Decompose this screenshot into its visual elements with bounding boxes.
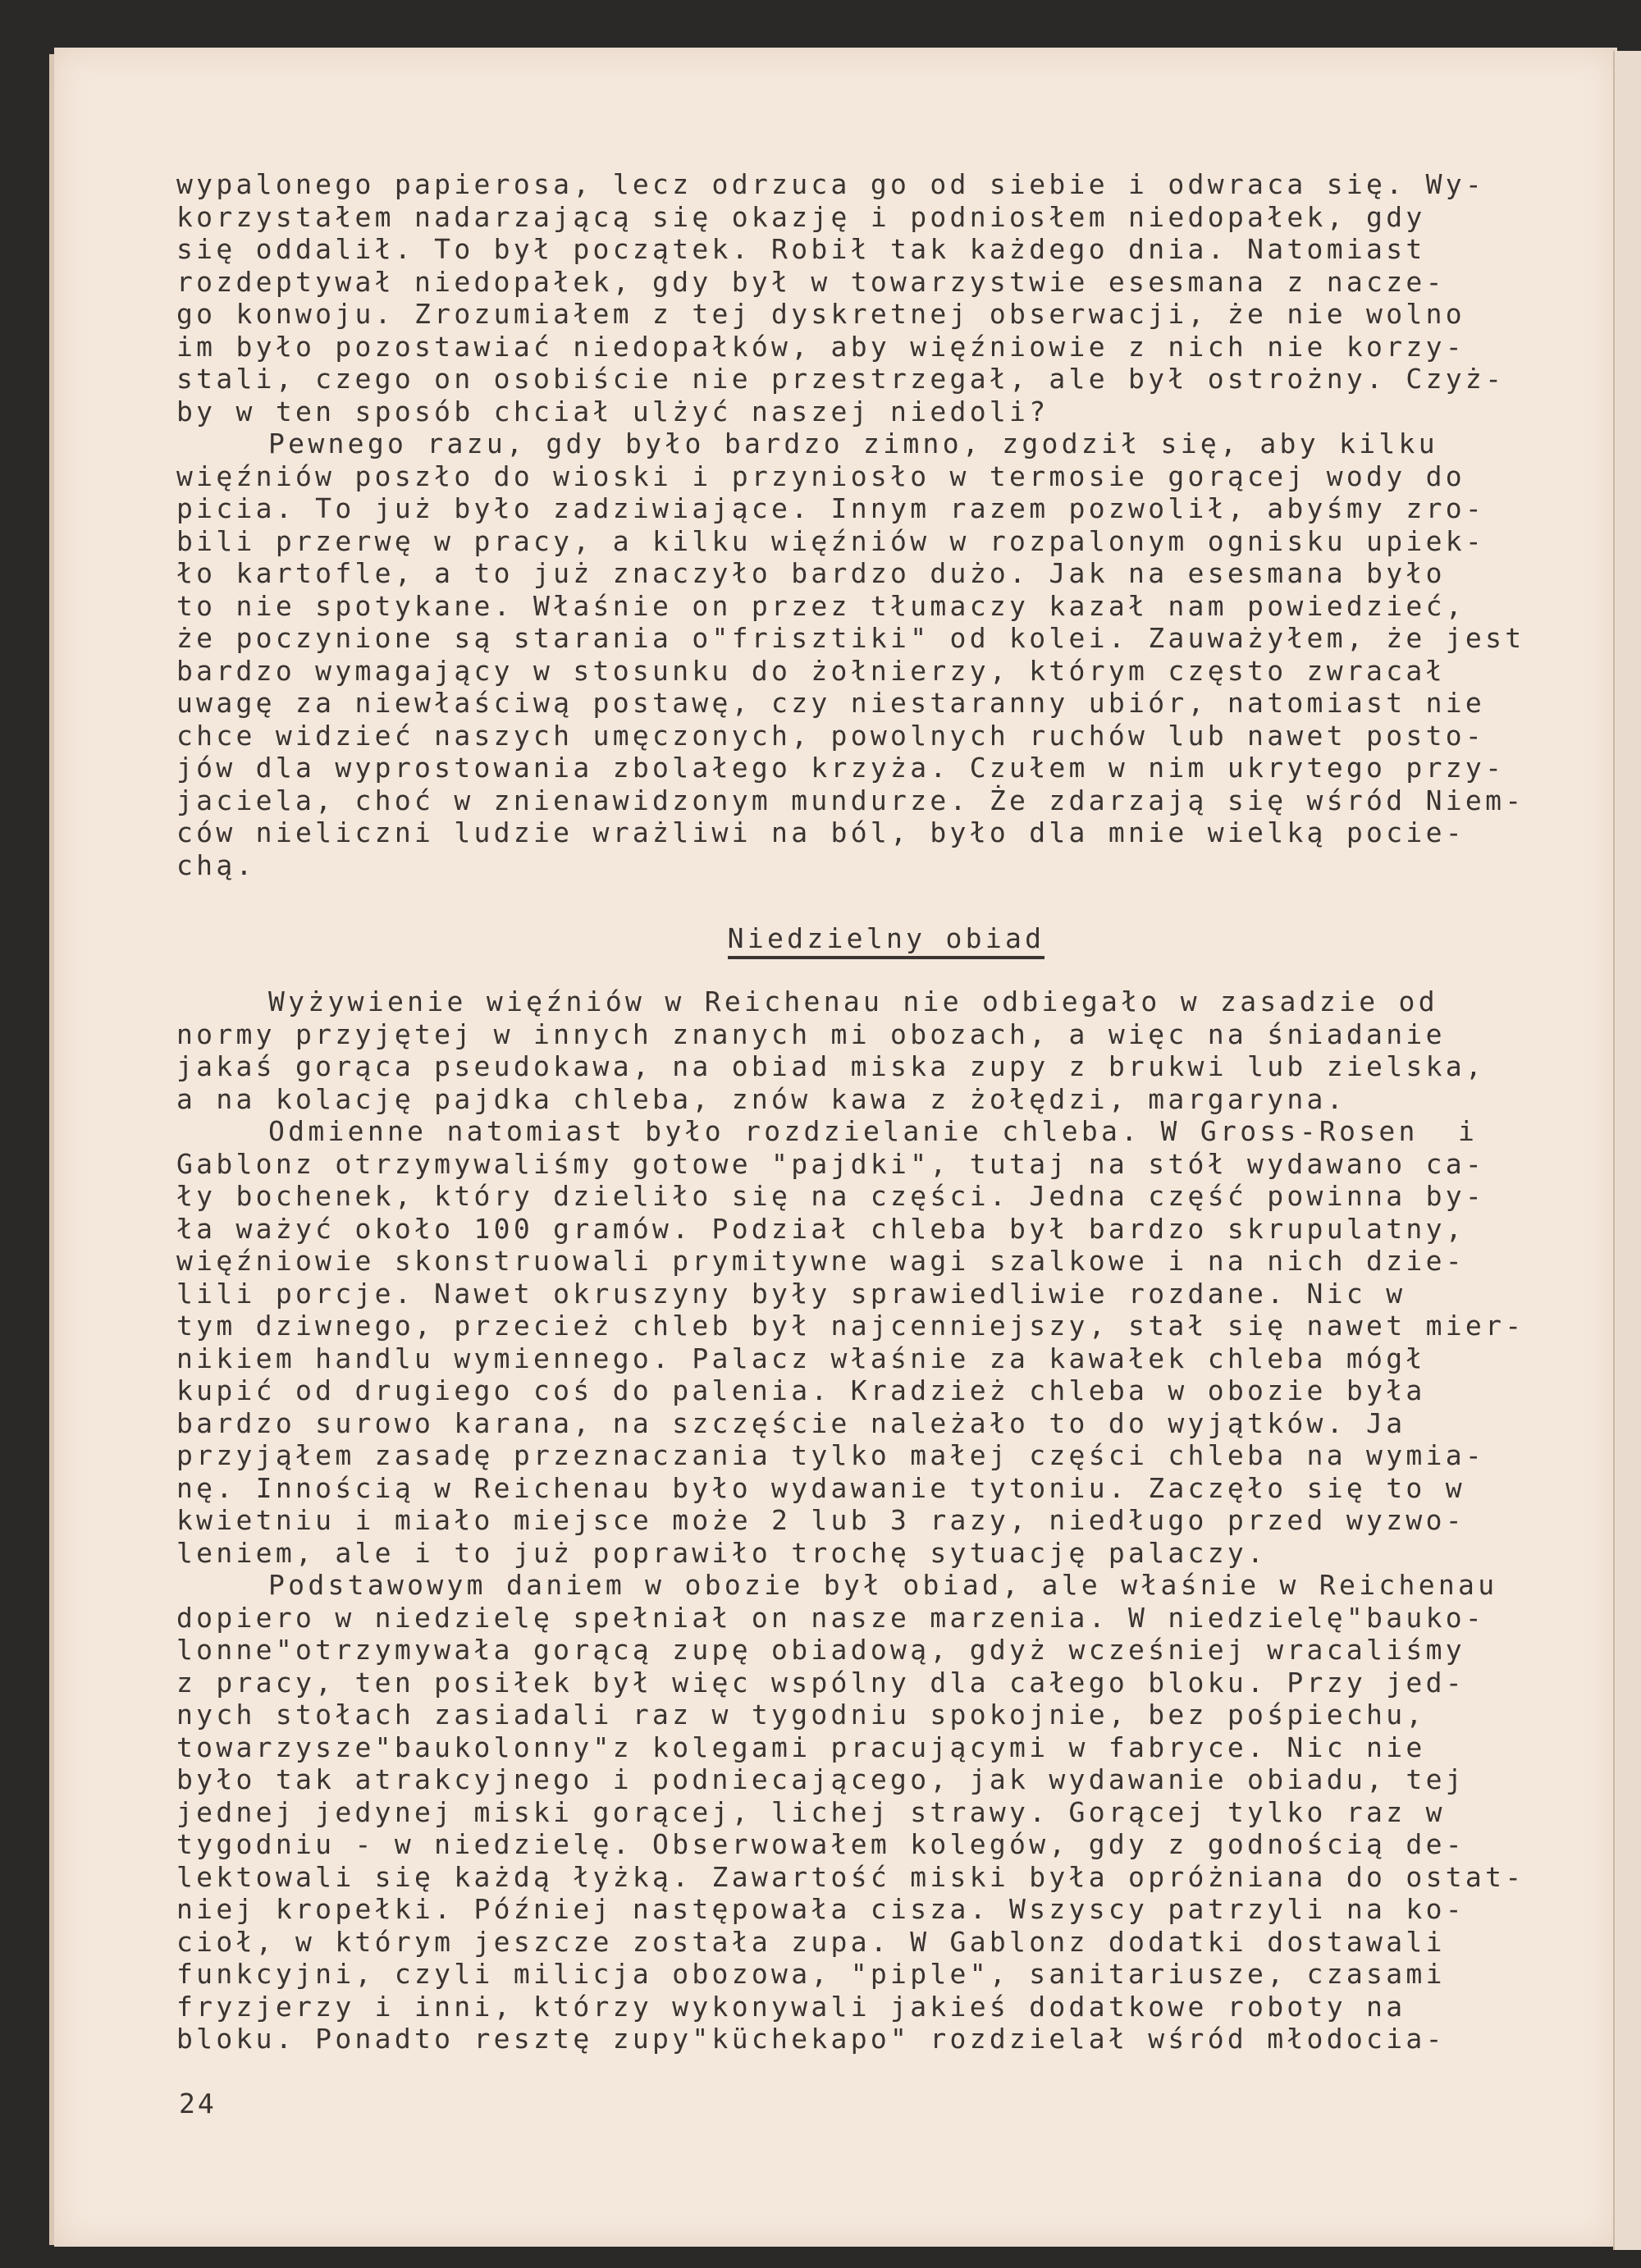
text-line: jednej jedynej miski gorącej, lichej strawy. Gorącej tylko raz w: [176, 1795, 1446, 1828]
text-line: go konwoju. Zrozumiałem z tej dyskretnej obserwacji, że nie wolno: [176, 298, 1465, 330]
text-line: bardzo surowo karana, na szczęście należało to do wyjątków. Ja: [176, 1406, 1406, 1439]
text-line: nikiem handlu wymiennego. Palacz właśnie za kawałek chleba mógł: [176, 1342, 1426, 1374]
text-line: cioł, w którym jeszcze została zupa. W Gablonz dodatki dostawali: [176, 1925, 1446, 1958]
text-line: było tak atrakcyjnego i podniecającego, jak wydawanie obiadu, tej: [176, 1763, 1465, 1795]
text-line: Podstawowym daniem w obozie był obiad, ale właśnie w Reichenau: [268, 1569, 1498, 1601]
text-line: wypalonego papierosa, lecz odrzuca go od siebie i odwraca się. Wy-: [176, 168, 1486, 200]
text-line: normy przyjętej w innych znanych mi obozach, a więc na śniadanie: [176, 1017, 1446, 1050]
text-line: więźniowie skonstruowali prymitywne wagi szalkowe i na nich dzie-: [176, 1245, 1465, 1277]
text-line: kwietniu i miało miejsce może 2 lub 3 razy, niedługo przed wyzwo-: [176, 1504, 1465, 1536]
text-line: uwagę za niewłaściwą postawę, czy niestaranny ubiór, natomiast nie: [176, 687, 1486, 719]
text-line: lili porcje. Nawet okruszyny były sprawiedliwie rozdane. Nic w: [176, 1277, 1406, 1310]
text-line: ły bochenek, który dzieliło się na części. Jedna część powinna by-: [176, 1180, 1486, 1212]
text-line: lektowali się każdą łyżką. Zawartość miski była opróżniana do ostat-: [176, 1860, 1525, 1893]
text-line: więźniów poszło do wioski i przyniosło w termosie gorącej wody do: [176, 460, 1465, 492]
text-line: Pewnego razu, gdy było bardzo zimno, zgodził się, aby kilku: [268, 428, 1438, 460]
text-line: z pracy, ten posiłek był więc wspólny dla całego bloku. Przy jed-: [176, 1666, 1465, 1699]
text-line: że poczynione są starania o"frisztiki" od kolei. Zauważyłem, że jest: [176, 622, 1525, 654]
text-line: fryzjerzy i inni, którzy wykonywali jakieś dodatkowe roboty na: [176, 1990, 1406, 2023]
text-line: stali, czego on osobiście nie przestrzegał, ale był ostrożny. Czyż-: [176, 363, 1506, 395]
text-line: im było pozostawiać niedopałków, aby więźniowie z nich nie korzy-: [176, 330, 1465, 363]
text-line: nę. Innością w Reichenau było wydawanie tytoniu. Zaczęło się to w: [176, 1471, 1465, 1504]
text-line: chce widzieć naszych umęczonych, powolnych ruchów lub nawet posto-: [176, 719, 1486, 752]
text-line: jów dla wyprostowania zbolałego krzyża. Czułem w nim ukrytego przy-: [176, 752, 1506, 784]
text-line: picia. To już było zadziwiające. Innym razem pozwolił, abyśmy zro-: [176, 492, 1486, 524]
paragraph: [176, 428, 1524, 881]
text-line: jaciela, choć w znienawidzonym mundurze. Że zdarzają się wśród Niem-: [176, 784, 1525, 816]
paragraph: [176, 168, 1524, 428]
text-line: Odmienne natomiast było rozdzielanie chleba. W Gross-Rosen i: [268, 1115, 1479, 1147]
text-line: bloku. Ponadto resztę zupy"küchekapo" rozdzielał wśród młodocia-: [176, 2023, 1446, 2055]
text-line: ła ważyć około 100 gramów. Podział chleba był bardzo skrupulatny,: [176, 1212, 1465, 1245]
next-page-edge: [1613, 51, 1641, 2250]
section-2-text: [176, 985, 1524, 2055]
text-line: się oddalił. To był początek. Robił tak każdego dnia. Natomiast: [176, 233, 1426, 265]
text-line: by w ten sposób chciał ulżyć naszej niedoli?: [176, 395, 1049, 428]
text-line: jakaś gorąca pseudokawa, na obiad miska zupy z brukwi lub zielska,: [176, 1050, 1486, 1082]
section-1-text: [176, 168, 1524, 881]
text-line: korzystałem nadarzającą się okazję i podniosłem niedopałek, gdy: [176, 200, 1426, 233]
text-line: niej kropełki. Później następowała cisza. Wszyscy patrzyli na ko-: [176, 1893, 1465, 1925]
paragraph: [176, 1115, 1524, 1569]
text-line: tym dziwnego, przecież chleb był najcenniejszy, stał się nawet mier-: [176, 1310, 1525, 1342]
text-line: Wyżywienie więźniów w Reichenau nie odbiegało w zasadzie od: [268, 985, 1438, 1017]
text-line: tygodniu - w niedzielę. Obserwowałem kolegów, gdy z godnością de-: [176, 1828, 1465, 1860]
text-line: bili przerwę w pracy, a kilku więźniów w rozpalonym ognisku upiek-: [176, 524, 1486, 557]
text-line: to nie spotykane. Właśnie on przez tłumaczy kazał nam powiedzieć,: [176, 589, 1465, 622]
text-line: kupić od drugiego coś do palenia. Kradzież chleba w obozie była: [176, 1374, 1426, 1406]
text-line: przyjąłem zasadę przeznaczania tylko małej części chleba na wymia-: [176, 1439, 1486, 1471]
paragraph: [176, 985, 1524, 1115]
text-line: ło kartofle, a to już znaczyło bardzo dużo. Jak na esesmana było: [176, 557, 1446, 589]
page-number: 24: [179, 2087, 217, 2119]
text-line: leniem, ale i to już poprawiło trochę sytuację palaczy.: [176, 1536, 1268, 1569]
text-line: dopiero w niedzielę spełniał on nasze marzenia. W niedzielę"bauko-: [176, 1601, 1486, 1634]
text-line: lonne"otrzymywała gorącą zupę obiadową, gdyż wcześniej wracaliśmy: [176, 1634, 1465, 1666]
section-heading: [0, 922, 1641, 954]
text-line: rozdeptywał niedopałek, gdy był w towarzystwie esesmana z nacze-: [176, 265, 1446, 298]
text-line: chą.: [176, 848, 256, 881]
text-line: bardzo wymagający w stosunku do żołnierzy, którym często zwracał: [176, 654, 1446, 687]
text-line: nych stołach zasiadali raz w tygodniu spokojnie, bez pośpiechu,: [176, 1699, 1426, 1731]
text-line: a na kolację pajdka chleba, znów kawa z żołędzi, margaryna.: [176, 1082, 1346, 1115]
heading-text: Niedzielny obiad: [728, 922, 1045, 959]
paragraph: [176, 1569, 1524, 2055]
text-line: ców nieliczni ludzie wrażliwi na ból, było dla mnie wielką pocie-: [176, 816, 1465, 848]
text-line: funkcyjni, czyli milicja obozowa, "piple", sanitariusze, czasami: [176, 1958, 1446, 1990]
text-line: towarzysze"baukolonny"z kolegami pracującymi w fabryce. Nic nie: [176, 1731, 1426, 1763]
text-line: Gablonz otrzymywaliśmy gotowe "pajdki", tutaj na stół wydawano ca-: [176, 1147, 1486, 1180]
